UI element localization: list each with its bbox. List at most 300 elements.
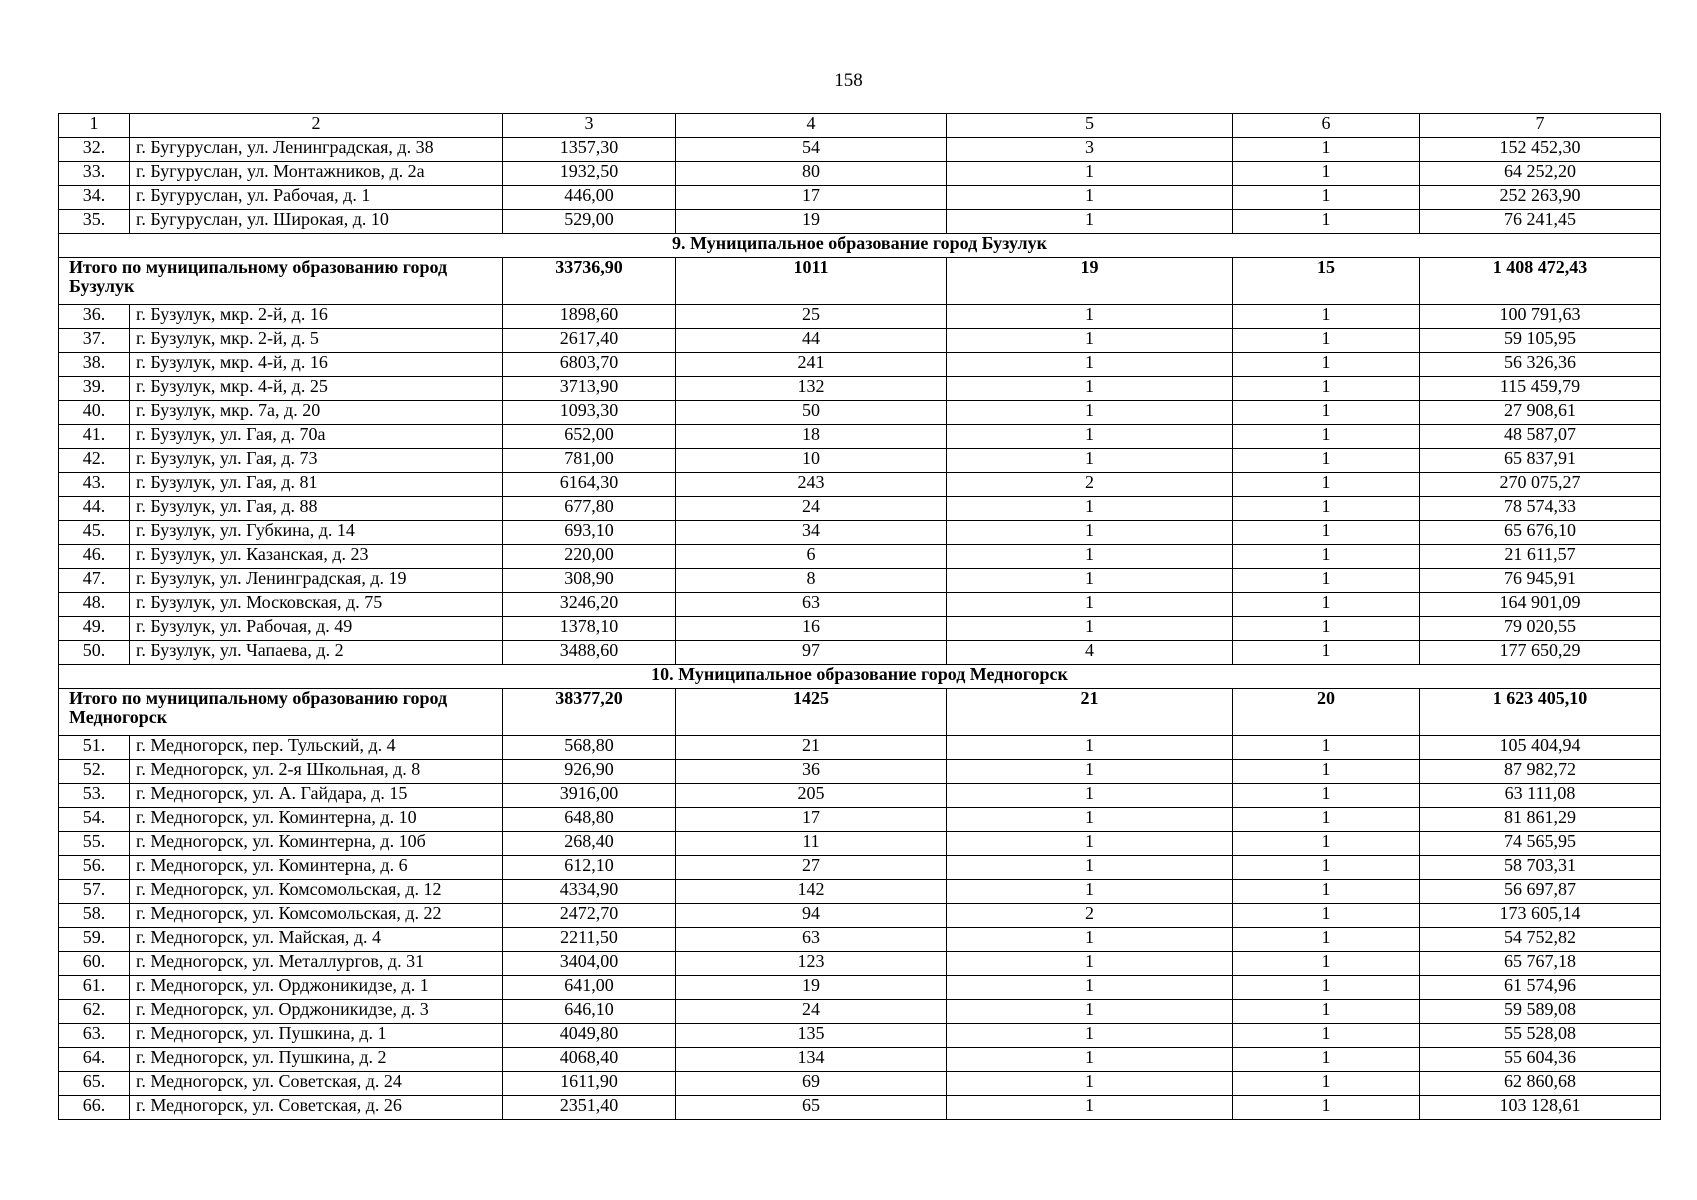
count-col6: 1 bbox=[1233, 736, 1420, 760]
total-area: 33736,90 bbox=[503, 258, 676, 305]
total-col6: 20 bbox=[1233, 689, 1420, 736]
address: г. Бузулук, мкр. 4-й, д. 25 bbox=[130, 377, 503, 401]
amount: 65 676,10 bbox=[1420, 521, 1661, 545]
count-col5: 1 bbox=[947, 401, 1233, 425]
table-row bbox=[59, 1024, 1661, 1048]
count-col6: 1 bbox=[1233, 449, 1420, 473]
address: г. Медногорск, пер. Тульский, д. 4 bbox=[130, 736, 503, 760]
amount: 54 752,82 bbox=[1420, 928, 1661, 952]
column-number: 1 bbox=[59, 114, 130, 138]
residents: 21 bbox=[676, 736, 947, 760]
count-col5: 1 bbox=[947, 856, 1233, 880]
page-number: 158 bbox=[834, 70, 863, 91]
row-number: 49. bbox=[59, 617, 130, 641]
address: г. Бузулук, ул. Гая, д. 73 bbox=[130, 449, 503, 473]
count-col6: 1 bbox=[1233, 1048, 1420, 1072]
residents: 24 bbox=[676, 497, 947, 521]
total-label: Итого по муниципальному образованию город Медногорск bbox=[59, 689, 503, 736]
residents: 34 bbox=[676, 521, 947, 545]
count-col5: 1 bbox=[947, 976, 1233, 1000]
area: 2617,40 bbox=[503, 329, 676, 353]
area: 926,90 bbox=[503, 760, 676, 784]
area: 308,90 bbox=[503, 569, 676, 593]
count-col5: 1 bbox=[947, 425, 1233, 449]
count-col5: 1 bbox=[947, 210, 1233, 234]
table-row bbox=[59, 138, 1661, 162]
total-amount: 1 408 472,43 bbox=[1420, 258, 1661, 305]
count-col5: 1 bbox=[947, 617, 1233, 641]
residents: 11 bbox=[676, 832, 947, 856]
row-number: 63. bbox=[59, 1024, 130, 1048]
column-number: 4 bbox=[676, 114, 947, 138]
count-col6: 1 bbox=[1233, 545, 1420, 569]
amount: 64 252,20 bbox=[1420, 162, 1661, 186]
address: г. Бузулук, ул. Гая, д. 70а bbox=[130, 425, 503, 449]
area: 2351,40 bbox=[503, 1096, 676, 1120]
amount: 59 105,95 bbox=[1420, 329, 1661, 353]
table-row bbox=[59, 449, 1661, 473]
count-col6: 1 bbox=[1233, 521, 1420, 545]
area: 1932,50 bbox=[503, 162, 676, 186]
count-col5: 1 bbox=[947, 880, 1233, 904]
residents: 63 bbox=[676, 928, 947, 952]
residents: 50 bbox=[676, 401, 947, 425]
row-number: 57. bbox=[59, 880, 130, 904]
area: 6803,70 bbox=[503, 353, 676, 377]
row-number: 50. bbox=[59, 641, 130, 665]
residents: 69 bbox=[676, 1072, 947, 1096]
count-col5: 1 bbox=[947, 832, 1233, 856]
residents: 24 bbox=[676, 1000, 947, 1024]
amount: 56 326,36 bbox=[1420, 353, 1661, 377]
residents: 123 bbox=[676, 952, 947, 976]
section-heading-row bbox=[59, 234, 1661, 258]
residents: 10 bbox=[676, 449, 947, 473]
table-row bbox=[59, 329, 1661, 353]
amount: 63 111,08 bbox=[1420, 784, 1661, 808]
count-col6: 1 bbox=[1233, 497, 1420, 521]
address: г. Медногорск, ул. Советская, д. 26 bbox=[130, 1096, 503, 1120]
table-row bbox=[59, 593, 1661, 617]
table-row bbox=[59, 784, 1661, 808]
table-row bbox=[59, 1048, 1661, 1072]
address: г. Бузулук, мкр. 4-й, д. 16 bbox=[130, 353, 503, 377]
address: г. Медногорск, ул. Орджоникидзе, д. 3 bbox=[130, 1000, 503, 1024]
table-row bbox=[59, 186, 1661, 210]
amount: 81 861,29 bbox=[1420, 808, 1661, 832]
address: г. Бузулук, ул. Гая, д. 81 bbox=[130, 473, 503, 497]
address: г. Бузулук, ул. Чапаева, д. 2 bbox=[130, 641, 503, 665]
count-col5: 1 bbox=[947, 1024, 1233, 1048]
area: 3916,00 bbox=[503, 784, 676, 808]
table-row bbox=[59, 952, 1661, 976]
count-col6: 1 bbox=[1233, 904, 1420, 928]
row-number: 51. bbox=[59, 736, 130, 760]
amount: 164 901,09 bbox=[1420, 593, 1661, 617]
row-number: 47. bbox=[59, 569, 130, 593]
count-col6: 1 bbox=[1233, 976, 1420, 1000]
area: 3404,00 bbox=[503, 952, 676, 976]
count-col6: 1 bbox=[1233, 425, 1420, 449]
column-number: 6 bbox=[1233, 114, 1420, 138]
amount: 87 982,72 bbox=[1420, 760, 1661, 784]
address: г. Медногорск, ул. 2-я Школьная, д. 8 bbox=[130, 760, 503, 784]
amount: 65 767,18 bbox=[1420, 952, 1661, 976]
count-col5: 1 bbox=[947, 329, 1233, 353]
amount: 27 908,61 bbox=[1420, 401, 1661, 425]
table-row bbox=[59, 473, 1661, 497]
table-row bbox=[59, 1000, 1661, 1024]
count-col5: 1 bbox=[947, 808, 1233, 832]
row-number: 43. bbox=[59, 473, 130, 497]
address: г. Бузулук, ул. Ленинградская, д. 19 bbox=[130, 569, 503, 593]
count-col6: 1 bbox=[1233, 138, 1420, 162]
row-number: 44. bbox=[59, 497, 130, 521]
address: г. Бугуруслан, ул. Рабочая, д. 1 bbox=[130, 186, 503, 210]
count-col6: 1 bbox=[1233, 1024, 1420, 1048]
column-number: 7 bbox=[1420, 114, 1661, 138]
row-number: 35. bbox=[59, 210, 130, 234]
housing-table bbox=[58, 113, 1661, 1120]
count-col5: 1 bbox=[947, 569, 1233, 593]
area: 568,80 bbox=[503, 736, 676, 760]
address: г. Бугуруслан, ул. Монтажников, д. 2а bbox=[130, 162, 503, 186]
table-row bbox=[59, 736, 1661, 760]
column-number: 3 bbox=[503, 114, 676, 138]
count-col6: 1 bbox=[1233, 473, 1420, 497]
residents: 36 bbox=[676, 760, 947, 784]
count-col5: 1 bbox=[947, 305, 1233, 329]
amount: 177 650,29 bbox=[1420, 641, 1661, 665]
residents: 25 bbox=[676, 305, 947, 329]
amount: 62 860,68 bbox=[1420, 1072, 1661, 1096]
count-col5: 1 bbox=[947, 521, 1233, 545]
address: г. Медногорск, ул. Коминтерна, д. 10б bbox=[130, 832, 503, 856]
row-number: 52. bbox=[59, 760, 130, 784]
count-col6: 1 bbox=[1233, 329, 1420, 353]
row-number: 38. bbox=[59, 353, 130, 377]
total-col5: 21 bbox=[947, 689, 1233, 736]
address: г. Бугуруслан, ул. Широкая, д. 10 bbox=[130, 210, 503, 234]
table-row bbox=[59, 425, 1661, 449]
count-col5: 1 bbox=[947, 1072, 1233, 1096]
area: 4068,40 bbox=[503, 1048, 676, 1072]
area: 6164,30 bbox=[503, 473, 676, 497]
row-number: 66. bbox=[59, 1096, 130, 1120]
residents: 132 bbox=[676, 377, 947, 401]
amount: 21 611,57 bbox=[1420, 545, 1661, 569]
count-col6: 1 bbox=[1233, 952, 1420, 976]
table-row bbox=[59, 904, 1661, 928]
count-col5: 1 bbox=[947, 784, 1233, 808]
table-row bbox=[59, 617, 1661, 641]
residents: 54 bbox=[676, 138, 947, 162]
residents: 80 bbox=[676, 162, 947, 186]
address: г. Медногорск, ул. Комсомольская, д. 22 bbox=[130, 904, 503, 928]
amount: 78 574,33 bbox=[1420, 497, 1661, 521]
table-body bbox=[59, 114, 1661, 1120]
count-col5: 2 bbox=[947, 473, 1233, 497]
count-col6: 1 bbox=[1233, 760, 1420, 784]
count-col6: 1 bbox=[1233, 832, 1420, 856]
row-number: 48. bbox=[59, 593, 130, 617]
address: г. Бугуруслан, ул. Ленинградская, д. 38 bbox=[130, 138, 503, 162]
count-col6: 1 bbox=[1233, 880, 1420, 904]
count-col5: 1 bbox=[947, 545, 1233, 569]
count-col5: 1 bbox=[947, 1048, 1233, 1072]
row-number: 54. bbox=[59, 808, 130, 832]
area: 1611,90 bbox=[503, 1072, 676, 1096]
area: 3713,90 bbox=[503, 377, 676, 401]
address: г. Медногорск, ул. Орджоникидзе, д. 1 bbox=[130, 976, 503, 1000]
residents: 17 bbox=[676, 186, 947, 210]
row-number: 56. bbox=[59, 856, 130, 880]
amount: 76 241,45 bbox=[1420, 210, 1661, 234]
residents: 94 bbox=[676, 904, 947, 928]
amount: 58 703,31 bbox=[1420, 856, 1661, 880]
row-number: 36. bbox=[59, 305, 130, 329]
amount: 115 459,79 bbox=[1420, 377, 1661, 401]
table-row bbox=[59, 305, 1661, 329]
total-residents: 1425 bbox=[676, 689, 947, 736]
address: г. Медногорск, ул. Коминтерна, д. 10 bbox=[130, 808, 503, 832]
count-col5: 3 bbox=[947, 138, 1233, 162]
count-col6: 1 bbox=[1233, 808, 1420, 832]
row-number: 65. bbox=[59, 1072, 130, 1096]
area: 646,10 bbox=[503, 1000, 676, 1024]
address: г. Бузулук, ул. Московская, д. 75 bbox=[130, 593, 503, 617]
residents: 19 bbox=[676, 210, 947, 234]
row-number: 61. bbox=[59, 976, 130, 1000]
address: г. Бузулук, мкр. 2-й, д. 16 bbox=[130, 305, 503, 329]
table-row bbox=[59, 569, 1661, 593]
amount: 152 452,30 bbox=[1420, 138, 1661, 162]
table-row bbox=[59, 760, 1661, 784]
count-col6: 1 bbox=[1233, 617, 1420, 641]
area: 641,00 bbox=[503, 976, 676, 1000]
table-row bbox=[59, 545, 1661, 569]
table-row bbox=[59, 377, 1661, 401]
address: г. Бузулук, ул. Рабочая, д. 49 bbox=[130, 617, 503, 641]
count-col6: 1 bbox=[1233, 928, 1420, 952]
count-col5: 1 bbox=[947, 952, 1233, 976]
table-row bbox=[59, 928, 1661, 952]
row-number: 42. bbox=[59, 449, 130, 473]
amount: 252 263,90 bbox=[1420, 186, 1661, 210]
area: 693,10 bbox=[503, 521, 676, 545]
amount: 55 604,36 bbox=[1420, 1048, 1661, 1072]
count-col5: 4 bbox=[947, 641, 1233, 665]
total-label: Итого по муниципальному образованию город Бузулук bbox=[59, 258, 503, 305]
residents: 63 bbox=[676, 593, 947, 617]
table-row bbox=[59, 808, 1661, 832]
row-number: 33. bbox=[59, 162, 130, 186]
count-col6: 1 bbox=[1233, 1096, 1420, 1120]
table-row bbox=[59, 210, 1661, 234]
count-col6: 1 bbox=[1233, 593, 1420, 617]
area: 612,10 bbox=[503, 856, 676, 880]
column-number-row bbox=[59, 114, 1661, 138]
row-number: 39. bbox=[59, 377, 130, 401]
count-col5: 1 bbox=[947, 186, 1233, 210]
table-row bbox=[59, 401, 1661, 425]
count-col5: 1 bbox=[947, 760, 1233, 784]
amount: 100 791,63 bbox=[1420, 305, 1661, 329]
count-col6: 1 bbox=[1233, 353, 1420, 377]
row-number: 59. bbox=[59, 928, 130, 952]
row-number: 53. bbox=[59, 784, 130, 808]
table-row bbox=[59, 641, 1661, 665]
amount: 173 605,14 bbox=[1420, 904, 1661, 928]
count-col6: 1 bbox=[1233, 1072, 1420, 1096]
row-number: 37. bbox=[59, 329, 130, 353]
table-row bbox=[59, 162, 1661, 186]
count-col5: 1 bbox=[947, 497, 1233, 521]
table-row bbox=[59, 880, 1661, 904]
total-row bbox=[59, 689, 1661, 736]
area: 4334,90 bbox=[503, 880, 676, 904]
total-row bbox=[59, 258, 1661, 305]
address: г. Медногорск, ул. Майская, д. 4 bbox=[130, 928, 503, 952]
table-row bbox=[59, 1096, 1661, 1120]
count-col6: 1 bbox=[1233, 569, 1420, 593]
count-col6: 1 bbox=[1233, 641, 1420, 665]
table-row bbox=[59, 353, 1661, 377]
area: 220,00 bbox=[503, 545, 676, 569]
count-col5: 1 bbox=[947, 593, 1233, 617]
area: 781,00 bbox=[503, 449, 676, 473]
count-col6: 1 bbox=[1233, 377, 1420, 401]
address: г. Бузулук, мкр. 2-й, д. 5 bbox=[130, 329, 503, 353]
residents: 44 bbox=[676, 329, 947, 353]
count-col6: 1 bbox=[1233, 305, 1420, 329]
address: г. Медногорск, ул. Пушкина, д. 2 bbox=[130, 1048, 503, 1072]
row-number: 58. bbox=[59, 904, 130, 928]
area: 3246,20 bbox=[503, 593, 676, 617]
area: 3488,60 bbox=[503, 641, 676, 665]
area: 648,80 bbox=[503, 808, 676, 832]
residents: 6 bbox=[676, 545, 947, 569]
row-number: 46. bbox=[59, 545, 130, 569]
area: 1093,30 bbox=[503, 401, 676, 425]
row-number: 32. bbox=[59, 138, 130, 162]
area: 1357,30 bbox=[503, 138, 676, 162]
amount: 79 020,55 bbox=[1420, 617, 1661, 641]
residents: 18 bbox=[676, 425, 947, 449]
total-residents: 1011 bbox=[676, 258, 947, 305]
area: 4049,80 bbox=[503, 1024, 676, 1048]
address: г. Бузулук, ул. Губкина, д. 14 bbox=[130, 521, 503, 545]
count-col5: 1 bbox=[947, 449, 1233, 473]
amount: 61 574,96 bbox=[1420, 976, 1661, 1000]
residents: 243 bbox=[676, 473, 947, 497]
area: 2472,70 bbox=[503, 904, 676, 928]
amount: 103 128,61 bbox=[1420, 1096, 1661, 1120]
count-col5: 1 bbox=[947, 736, 1233, 760]
address: г. Медногорск, ул. Советская, д. 24 bbox=[130, 1072, 503, 1096]
section-heading-row bbox=[59, 665, 1661, 689]
row-number: 60. bbox=[59, 952, 130, 976]
area: 268,40 bbox=[503, 832, 676, 856]
area: 1378,10 bbox=[503, 617, 676, 641]
area: 652,00 bbox=[503, 425, 676, 449]
total-col6: 15 bbox=[1233, 258, 1420, 305]
table-row bbox=[59, 497, 1661, 521]
table-row bbox=[59, 856, 1661, 880]
count-col5: 1 bbox=[947, 353, 1233, 377]
area: 529,00 bbox=[503, 210, 676, 234]
area: 1898,60 bbox=[503, 305, 676, 329]
address: г. Бузулук, ул. Казанская, д. 23 bbox=[130, 545, 503, 569]
count-col5: 1 bbox=[947, 1000, 1233, 1024]
row-number: 40. bbox=[59, 401, 130, 425]
amount: 48 587,07 bbox=[1420, 425, 1661, 449]
address: г. Медногорск, ул. Комсомольская, д. 12 bbox=[130, 880, 503, 904]
count-col5: 1 bbox=[947, 377, 1233, 401]
row-number: 62. bbox=[59, 1000, 130, 1024]
area: 677,80 bbox=[503, 497, 676, 521]
column-number: 5 bbox=[947, 114, 1233, 138]
count-col5: 1 bbox=[947, 1096, 1233, 1120]
residents: 205 bbox=[676, 784, 947, 808]
area: 2211,50 bbox=[503, 928, 676, 952]
row-number: 55. bbox=[59, 832, 130, 856]
column-number: 2 bbox=[130, 114, 503, 138]
count-col5: 1 bbox=[947, 928, 1233, 952]
row-number: 34. bbox=[59, 186, 130, 210]
amount: 59 589,08 bbox=[1420, 1000, 1661, 1024]
amount: 74 565,95 bbox=[1420, 832, 1661, 856]
address: г. Медногорск, ул. Пушкина, д. 1 bbox=[130, 1024, 503, 1048]
row-number: 64. bbox=[59, 1048, 130, 1072]
amount: 105 404,94 bbox=[1420, 736, 1661, 760]
count-col6: 1 bbox=[1233, 210, 1420, 234]
count-col6: 1 bbox=[1233, 856, 1420, 880]
count-col5: 2 bbox=[947, 904, 1233, 928]
amount: 270 075,27 bbox=[1420, 473, 1661, 497]
address: г. Медногорск, ул. Металлургов, д. 31 bbox=[130, 952, 503, 976]
residents: 65 bbox=[676, 1096, 947, 1120]
residents: 27 bbox=[676, 856, 947, 880]
total-col5: 19 bbox=[947, 258, 1233, 305]
count-col6: 1 bbox=[1233, 1000, 1420, 1024]
residents: 241 bbox=[676, 353, 947, 377]
residents: 16 bbox=[676, 617, 947, 641]
amount: 55 528,08 bbox=[1420, 1024, 1661, 1048]
row-number: 41. bbox=[59, 425, 130, 449]
table-row bbox=[59, 832, 1661, 856]
table-row bbox=[59, 1072, 1661, 1096]
residents: 134 bbox=[676, 1048, 947, 1072]
address: г. Медногорск, ул. Коминтерна, д. 6 bbox=[130, 856, 503, 880]
residents: 19 bbox=[676, 976, 947, 1000]
count-col6: 1 bbox=[1233, 401, 1420, 425]
total-amount: 1 623 405,10 bbox=[1420, 689, 1661, 736]
amount: 76 945,91 bbox=[1420, 569, 1661, 593]
row-number: 45. bbox=[59, 521, 130, 545]
count-col6: 1 bbox=[1233, 186, 1420, 210]
address: г. Медногорск, ул. А. Гайдара, д. 15 bbox=[130, 784, 503, 808]
area: 446,00 bbox=[503, 186, 676, 210]
total-area: 38377,20 bbox=[503, 689, 676, 736]
count-col6: 1 bbox=[1233, 784, 1420, 808]
amount: 65 837,91 bbox=[1420, 449, 1661, 473]
residents: 17 bbox=[676, 808, 947, 832]
section-title: 10. Муниципальное образование город Медногорск bbox=[59, 665, 1661, 689]
residents: 97 bbox=[676, 641, 947, 665]
count-col6: 1 bbox=[1233, 162, 1420, 186]
residents: 135 bbox=[676, 1024, 947, 1048]
